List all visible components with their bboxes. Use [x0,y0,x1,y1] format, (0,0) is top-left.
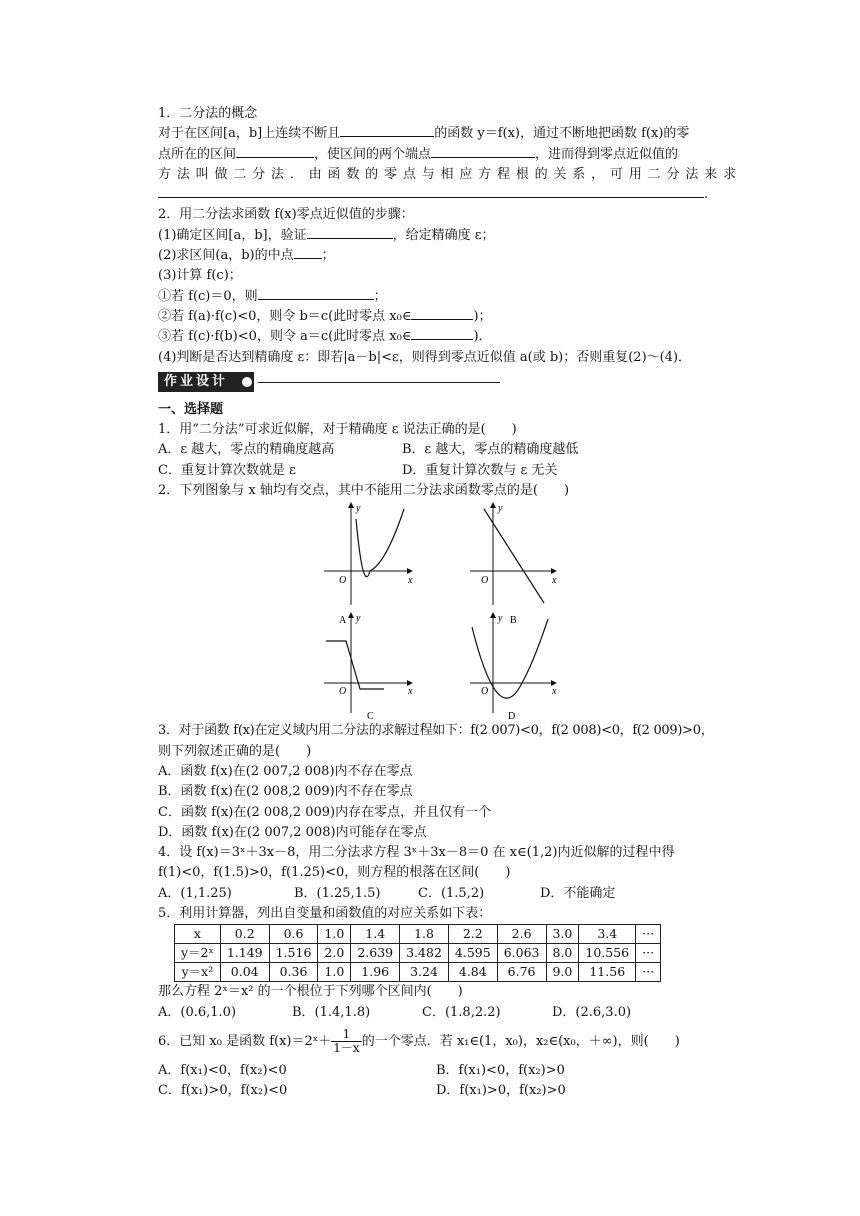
table-cell: 4.595 [448,944,497,963]
table-cell: 1.516 [269,944,318,963]
divider [258,382,500,383]
graph-a [324,503,413,626]
table-cell: 3.4 [579,925,636,944]
table-cell: ··· [636,925,661,944]
graph-d [470,613,557,721]
q6-option-a: A．f(x₁)<0，f(x₂)<0 [158,1062,287,1078]
q5-options [158,1003,736,1023]
table-cell: 9.0 [546,963,579,982]
concept-line-3: 方法叫做二分法．由函数的零点与相应方程根的关系，可用二分法来求 [158,166,736,182]
origin-label: O [481,686,489,698]
axis-label-x: x [552,575,557,587]
blank-field [431,145,535,158]
q1-option-d: D．重复计算次数与 ε 无关 [402,462,558,478]
value-table [174,924,661,982]
table-cell: 1.0 [318,963,351,982]
step-4: (4)判断是否达到精确度 ε：即若|a－b|<ε，则得到零点近似值 a(或 b)；否则重复(2)～(4)． [158,349,692,365]
graph-c [324,613,413,721]
blank-field [411,327,473,340]
blank-field [294,246,322,259]
q1-option-b: B．ε 越大，零点的精确度越低 [402,442,579,458]
homework-banner [158,372,736,394]
q1-options-row-2 [158,461,736,481]
table-cell: 6.063 [497,944,546,963]
q6-option-d: D．f(x₁)>0，f(x₂)>0 [436,1083,566,1099]
blank-field [258,287,374,300]
blank-field [340,124,434,137]
axis-label-y: y [498,503,503,515]
blank-field [158,185,704,198]
table-cell: 2.2 [448,925,497,944]
origin-label: O [481,575,489,587]
blank-field [236,145,314,158]
table-cell: 0.6 [269,925,318,944]
q6-options-row-2 [158,1081,736,1101]
axis-label-y: y [498,613,503,625]
table-cell: 11.56 [579,963,636,982]
q1-options-row-1 [158,440,736,460]
table-row [175,963,661,982]
q5-stem: 5．利用计算器，列出自变量和函数值的对应关系如下表： [158,906,492,922]
q4-stem-2: f(1)<0，f(1.5)>0，f(1.25)<0，则方程的根落在区间( ) [158,865,511,881]
q3-option-a: A．函数 f(x)在(2 007,2 008)内不存在零点 [158,763,413,779]
table-cell: 1.4 [351,925,400,944]
axis-label-x: x [408,686,413,698]
concept-line-2: 点所在的区间 ，使区间的两个端点 ，进而得到零点近似值的 [158,146,679,162]
q1-option-c: C．重复计算次数就是 ε [158,462,296,478]
q3-option-c: C．函数 f(x)在(2 008,2 009)内存在零点，并且仅有一个 [158,804,492,820]
q3-option-b: B．函数 f(x)在(2 008,2 009)内不存在零点 [158,784,413,800]
table-cell: 3.0 [546,925,579,944]
axis-label-y: y [356,503,361,515]
step-3: (3)计算 f(c)； [158,268,242,284]
axis-label-x: x [408,575,413,587]
table-cell: ··· [636,963,661,982]
table-cell: 8.0 [546,944,579,963]
concept-title: 1．二分法的概念 [158,106,258,121]
q6-stem: 6．已知 x₀ 是函数 f(x)＝2ˣ＋ $\frac{1}{1-x}$ 的一个零点．若 x₁∈(1，x₀)，x₂∈(x₀，＋∞)，则( ) [158,1026,680,1055]
case-1: ①若 f(c)＝0，则 ； [158,288,387,304]
graph-label-c: C [367,711,374,722]
table-cell: 2.6 [497,925,546,944]
steps-title: 2．用二分法求函数 f(x)零点近似值的步骤： [158,207,414,223]
q3-stem-1: 3．对于函数 f(x)在定义域内用二分法的求解过程如下：f(2 007)<0，f(2 008)<0，f(2 009)>0， [158,723,714,739]
q3-option-d: D．函数 f(x)在(2 007,2 008)内可能存在零点 [158,824,427,840]
graph-label-a: A [339,615,347,627]
q5-after: 那么方程 2ˣ＝x² 的一个根位于下列哪个区间内( ) [158,984,463,1000]
origin-label: O [339,575,347,587]
table-cell: 1.96 [351,963,400,982]
q4-option-a: A．(1,1.25) [158,885,232,901]
table-row [175,925,661,944]
q5-option-c: C．(1.8,2.2) [422,1004,501,1020]
table-cell: 1.0 [318,925,351,944]
case-3: ③若 f(c)·f(b)<0，则令 a＝c(此时零点 x₀∈ )． [158,329,492,345]
case-2: ②若 f(a)·f(c)<0，则令 b＝c(此时零点 x₀∈ )； [158,308,492,324]
q1-option-a: A．ε 越大，零点的精确度越高 [158,442,335,458]
table-cell: 3.24 [400,963,449,982]
table-cell: 2.0 [318,944,351,963]
blank-field [307,226,393,239]
table-cell: 1.8 [400,925,449,944]
curve-a [356,509,404,577]
q5-option-b: B．(1.4,1.8) [292,1004,371,1020]
table-cell: 0.2 [220,925,269,944]
step-1: (1)确定区间[a，b]，验证 ，给定精确度 ε； [158,227,495,243]
q5-option-d: D．(2.6,3.0) [552,1004,632,1020]
curve-c [326,641,384,689]
table-cell: 6.76 [497,963,546,982]
table-cell: y＝x² [175,963,221,982]
table-cell: ··· [636,944,661,963]
graph-label-d: D [508,711,516,722]
q6-option-c: C．f(x₁)>0，f(x₂)<0 [158,1083,288,1099]
table-cell: 4.84 [448,963,497,982]
table-cell: y＝2ˣ [175,944,221,963]
origin-label: O [339,686,347,698]
circle-icon [242,377,252,387]
concept-line-4: . [158,185,736,205]
axis-label-y: y [356,613,361,625]
q4-option-c: C．(1.5,2) [418,885,485,901]
table-cell: 0.04 [220,963,269,982]
graph-panel [158,501,736,721]
q4-option-b: B．(1.25,1.5) [294,885,381,901]
blank-field [411,307,473,320]
q2-graphs [158,501,736,721]
banner-label: 作业设计 [158,372,254,392]
q1-stem: 1．用“二分法”可求近似解，对于精确度 ε 说法正确的是( ) [158,422,517,438]
q3-stem-2: 则下列叙述正确的是( ) [158,743,312,759]
concept-line-1: 对于在区间[a，b]上连续不断且 的函数 y＝f(x)，通过不断地把函数 f(x)的零 [158,126,690,142]
table-cell: 0.36 [269,963,318,982]
axis-label-x: x [552,686,557,698]
q4-stem-1: 4．设 f(x)＝3ˣ＋3x－8，用二分法求方程 3ˣ＋3x－8＝0 在 x∈(1,2)内近似解的过程中得 [158,845,675,861]
q6-option-b: B．f(x₁)<0，f(x₂)>0 [436,1062,565,1078]
table-row [175,944,661,963]
table-cell: x [175,925,221,944]
table-cell: 1.149 [220,944,269,963]
table-cell: 3.482 [400,944,449,963]
worksheet-page [158,104,736,1102]
q4-option-d: D．不能确定 [540,885,616,901]
table-cell: 2.639 [351,944,400,963]
section-heading: 一、选择题 [158,401,224,417]
graph-label-b: B [510,615,517,627]
fraction: $\frac{1}{1-x}$ [333,1026,360,1055]
table-cell: 10.556 [579,944,636,963]
q6-options-row-1 [158,1061,736,1081]
q4-options [158,884,736,904]
graph-b [470,503,557,626]
q2-stem: 2．下列图象与 x 轴均有交点，其中不能用二分法求函数零点的是( ) [158,483,570,499]
step-2: (2)求区间(a，b)的中点 ； [158,248,335,264]
q5-option-a: A．(0.6,1.0) [158,1004,237,1020]
